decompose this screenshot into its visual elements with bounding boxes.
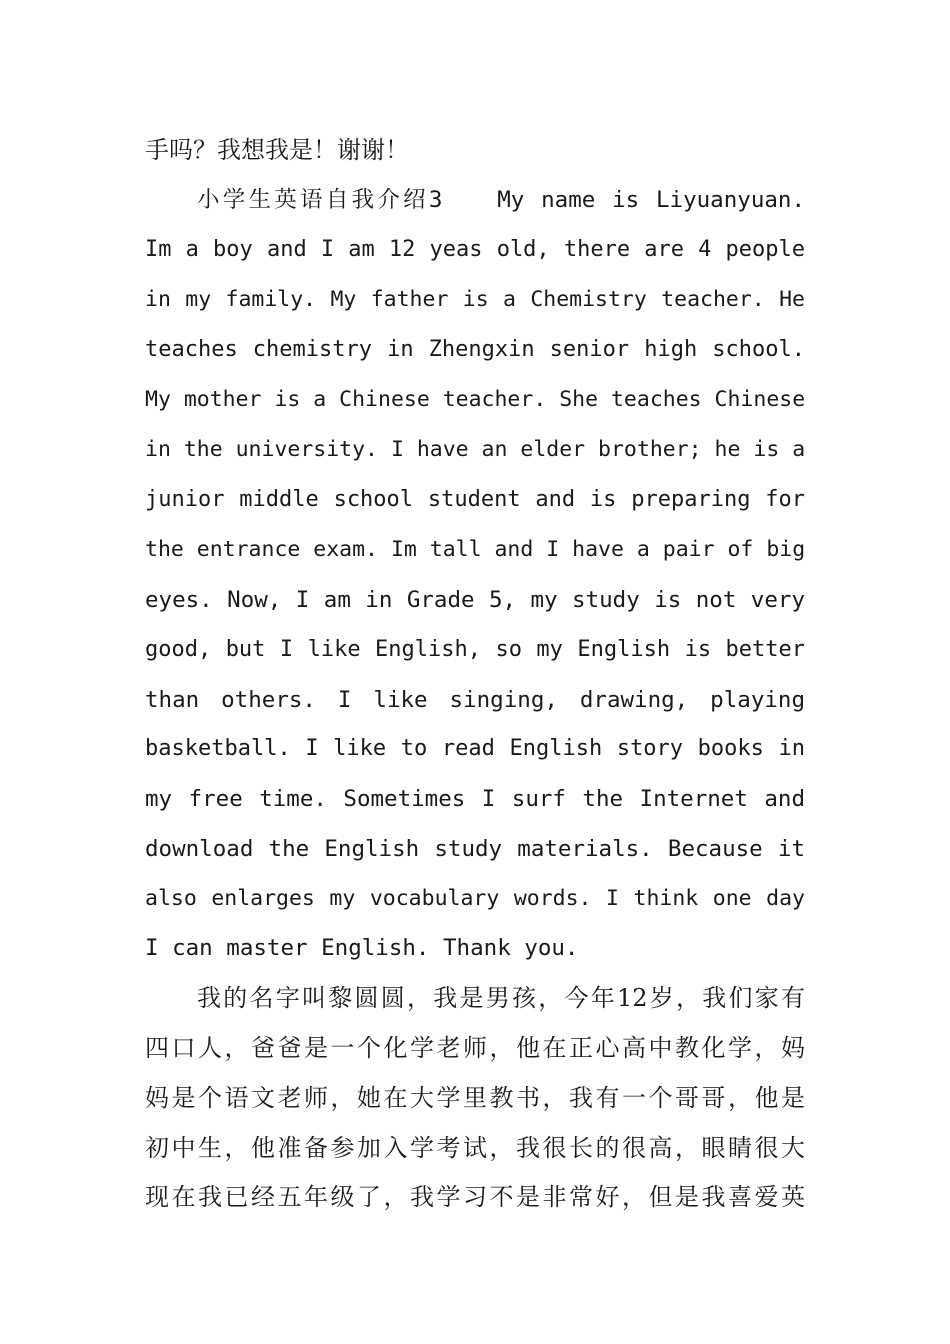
text-line: teaches chemistry in Zhengxin senior high school. xyxy=(145,337,805,362)
text-line: good, but I like English, so my English is better xyxy=(145,637,805,662)
text-line: basketball. I like to read English story books in xyxy=(145,736,805,761)
text-line: also enlarges my vocabulary words. I think one day xyxy=(145,886,805,911)
text-line: than others. I like singing, drawing, playing xyxy=(145,687,805,713)
text-line: Im a boy and I am 12 yeas old, there are 4 people xyxy=(145,237,805,262)
text-line: download the English study materials. Because it xyxy=(145,836,805,862)
text-line-chinese: 现在我已经五年级了，我学习不是非常好，但是我喜爱英 xyxy=(145,1183,805,1211)
text-line: the entrance exam. Im tall and I have a pair of big xyxy=(145,537,805,562)
text-line: eyes. Now, I am in Grade 5, my study is not very xyxy=(145,587,805,613)
text-line: my free time. Sometimes I surf the Internet and xyxy=(145,786,805,812)
text-line-chinese-paragraph-start: 我的名字叫黎圆圆，我是男孩，今年12岁，我们家有 xyxy=(197,984,805,1012)
text-line-chinese: 四口人，爸爸是一个化学老师，他在正心高中教化学，妈 xyxy=(145,1034,805,1062)
text-line-chinese: 初中生，他准备参加入学考试，我很长的很高，眼睛很大 xyxy=(145,1134,805,1162)
text-line: junior middle school student and is preparing for xyxy=(145,487,805,512)
text-line: in my family. My father is a Chemistry teacher. He xyxy=(145,287,805,312)
text-line-continuation: 手吗？我想我是！谢谢！ xyxy=(145,136,409,164)
text-line-last: I can master English. Thank you. xyxy=(145,935,579,961)
text-line: in the university. I have an elder brother; he is a xyxy=(145,437,805,462)
text-line-chinese: 妈是个语文老师，她在大学里教书，我有一个哥哥，他是 xyxy=(145,1084,805,1112)
text-line-heading: 小学生英语自我介绍3 My name is Liyuanyuan. xyxy=(197,187,805,213)
text-line: My mother is a Chinese teacher. She teaches Chinese xyxy=(145,387,805,412)
